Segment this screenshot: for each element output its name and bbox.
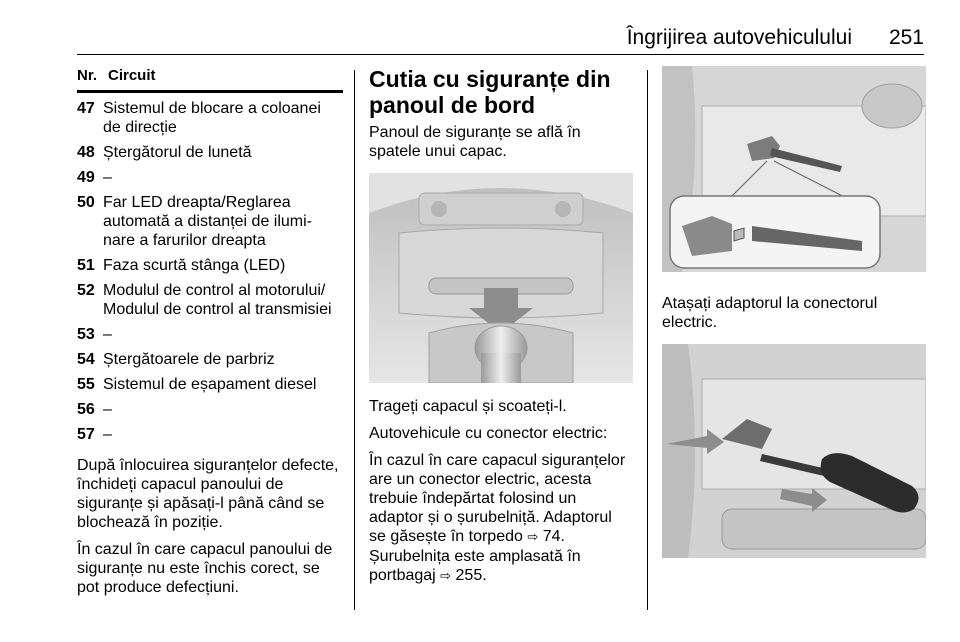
fuse-circuit: –: [103, 326, 112, 343]
fuse-circuit: Ștergătoarele de parbriz: [103, 351, 275, 368]
page-header: [0, 26, 960, 52]
page-ref-link[interactable]: 255: [455, 567, 483, 584]
column-2: [369, 66, 633, 586]
paragraph: După înlocuirea siguranțelor defecte, închideți capacul panoului de siguranțe și apăsați-l până când se blochează în poziție.: [77, 457, 339, 531]
header-nr: Nr.: [77, 67, 98, 84]
page-number: 251: [888, 26, 924, 49]
fuse-table-row: [77, 375, 343, 394]
fuse-table-row: [77, 256, 343, 275]
page-ref-arrow-icon: ⇨: [527, 530, 539, 545]
fuse-table-row: [77, 400, 343, 419]
figure-screwdriver: [662, 344, 926, 558]
fuse-number: 48: [77, 144, 95, 161]
paragraph: Panoul de siguranțe se află în spatele unui capac.: [369, 124, 581, 160]
fuse-table-row: [77, 281, 343, 319]
text: În cazul în care capacul siguranțelor are un conector electric, acesta trebuie îndepărtat folosind un adaptor și o șurubelniță. Adaptorul se găsește în torpedo: [369, 452, 626, 545]
fuse-table-row: [77, 143, 343, 162]
paragraph: Trageți capacul și scoateți-l.: [369, 398, 567, 415]
paragraph: Autovehicule cu conector electric:: [369, 425, 608, 442]
column-divider-1: [354, 70, 355, 610]
fuse-number: 53: [77, 326, 95, 343]
text: . Șurubelnița este amplasată în portbagaj: [369, 528, 581, 584]
header-rule: [77, 54, 924, 55]
figure-adapter-connector: [662, 66, 926, 272]
fuse-table-row: [77, 325, 343, 344]
fuse-circuit: Sistemul de blocare a coloanei de direcție: [103, 100, 321, 136]
paragraph-with-references: [369, 451, 633, 586]
fuse-table-header: [77, 66, 343, 93]
fuse-number: 55: [77, 376, 95, 393]
adapter-illustration: [662, 66, 926, 272]
text: .: [482, 567, 487, 584]
console-illustration: [369, 173, 633, 383]
header-circuit: Circuit: [108, 67, 156, 84]
fuse-circuit: Ștergătorul de lunetă: [103, 144, 252, 161]
fuse-number: 51: [77, 257, 95, 274]
fuse-circuit: –: [103, 169, 112, 186]
fuse-number: 50: [77, 194, 95, 211]
page-ref-link[interactable]: 74: [542, 528, 561, 545]
column-1: [77, 66, 343, 597]
fuse-circuit: Sistemul de eșapament diesel: [103, 376, 317, 393]
figure-fuse-cover: [369, 173, 633, 383]
fuse-table-row: [77, 425, 343, 444]
fuse-table-row: [77, 168, 343, 187]
fuse-table-body: [77, 99, 343, 444]
fuse-table-row: [77, 99, 343, 137]
figure-caption: Atașați adaptorul la conectorul electric.: [662, 295, 878, 331]
fuse-table-row: [77, 350, 343, 369]
fuse-number: 47: [77, 100, 95, 117]
fuse-circuit: –: [103, 426, 112, 443]
section-heading: Cutia cu siguranțe din panoul de bord: [369, 66, 611, 118]
fuse-table-row: [77, 193, 343, 250]
fuse-number: 54: [77, 351, 95, 368]
fuse-number: 49: [77, 169, 95, 186]
fuse-number: 52: [77, 282, 95, 299]
paragraph: În cazul în care capacul panoului de siguranțe nu este închis corect, se pot produce defecțiuni.: [77, 541, 333, 596]
fuse-number: 56: [77, 401, 95, 418]
column-divider-2: [647, 70, 648, 610]
fuse-circuit: Far LED dreapta/Reglarea automată a distanței de ilumi-nare a farurilor dreapta: [103, 194, 312, 249]
page-ref-arrow-icon: ⇨: [440, 569, 452, 584]
column-3: [662, 66, 926, 558]
chapter-title: Îngrijirea autovehiculului: [626, 26, 852, 49]
fuse-circuit: –: [103, 401, 112, 418]
screwdriver-illustration: [662, 344, 926, 558]
fuse-circuit: Modulul de control al motorului/ Modulul de control al transmisiei: [103, 282, 332, 318]
fuse-circuit: Faza scurtă stânga (LED): [103, 257, 286, 274]
fuse-number: 57: [77, 426, 95, 443]
